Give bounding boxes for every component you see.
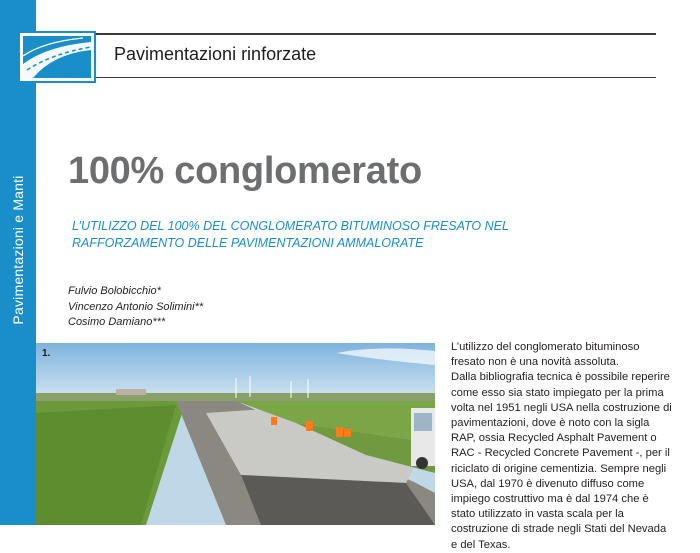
author-name: Vincenzo Antonio Solimini** [68, 300, 204, 313]
author-name: Cosimo Damiano*** [68, 316, 166, 328]
header-rule [96, 33, 656, 35]
road-logo-icon [18, 31, 96, 83]
body-paragraph: Dalla bibliografia tecnica è possibile reperire come esso sia stato impiegato per la prima volta nel 1951 negli USA nella costruzione di pavimentazioni, dove è noto con la sigla RAP, ossia Recycled Asphalt Pavement o RAC - Recycled Concrete Pavement -, per il riciclato di origine cementizia. Sempre negli USA, dal 1970 è divenuto diffuso come impiego costruttivo ma è dal 1974 che è stato utilizzato in vasta scala per la costruzione di strade negli Stati del Nevada e del Texas. [451, 371, 672, 551]
header-rule [96, 77, 656, 78]
sidebar-label: Pavimentazioni e Manti [10, 175, 26, 325]
article-subtitle: L’UTILIZZO DEL 100% DEL CONGLOMERATO BITUMINOSO FRESATO NEL RAFFORZAMENTO DELLE PAVIMENTAZIONI AMMALORATE [72, 219, 509, 250]
figure-number: 1. [42, 348, 51, 359]
road-works-photo [36, 343, 435, 525]
body-paragraph: L’utilizzo del conglomerato bituminoso fresato non è una novità assoluta. [451, 341, 640, 369]
section-title: Pavimentazioni rinforzate [114, 44, 317, 64]
author-list [68, 284, 203, 331]
article-body [451, 340, 673, 553]
article-title: 100% conglomerato [68, 150, 422, 192]
author-name: Fulvio Bolobicchio* [68, 285, 161, 297]
